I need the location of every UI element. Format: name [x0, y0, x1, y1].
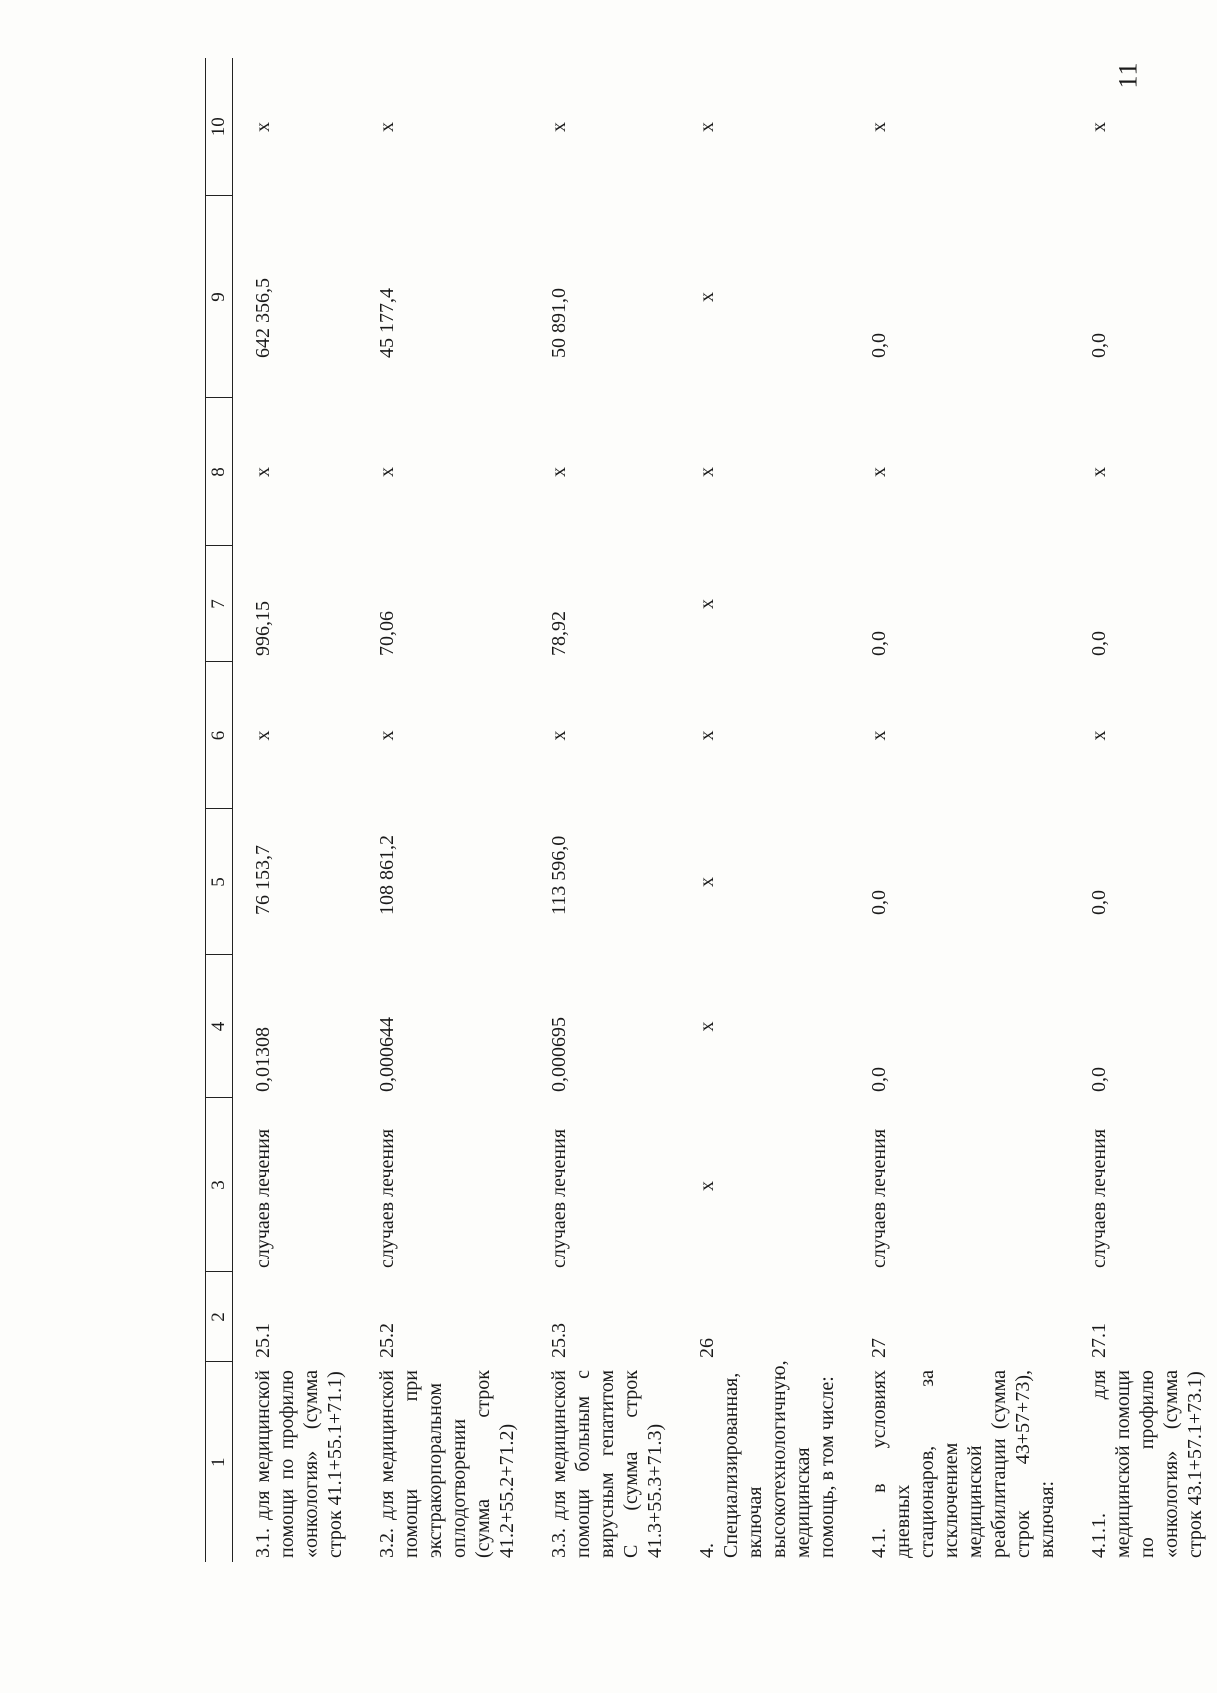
cell-col6: х	[548, 730, 570, 741]
cell-col7: 70,06	[376, 611, 398, 656]
cell-col4: 0,0	[868, 1067, 890, 1092]
row-name: 4. Специализированная, включая высокотехнологичную, медицинская помощь, в том числе:	[696, 1360, 838, 1558]
column-header: 4	[206, 955, 233, 1098]
cell-col7: 0,0	[868, 631, 890, 656]
rotated-table-container	[205, 58, 1206, 1562]
cell-col5: 0,0	[868, 890, 890, 915]
cell-col10: х	[376, 122, 398, 132]
cell-col5: 113 596,0	[548, 835, 570, 915]
cell-col4: 0,01308	[252, 1027, 274, 1092]
cell-col9: 0,0	[868, 333, 890, 358]
cell-col10: х	[868, 122, 890, 132]
cell-col4: х	[696, 1021, 718, 1032]
cell-col8: х	[1088, 467, 1110, 477]
row-name: 3.3. для медицинской помощи больным с вирусным гепатитом С (сумма строк 41.3+55.3+71.3)	[548, 1370, 666, 1558]
cell-col5: 108 861,2	[376, 835, 398, 915]
row-unit: случаев лечения	[868, 1128, 890, 1268]
table-row	[1069, 58, 1217, 1562]
cell-col5: х	[696, 877, 718, 887]
cell-col9: 642 356,5	[252, 278, 274, 358]
cell-col8: х	[548, 467, 570, 477]
cell-col9: 45 177,4	[376, 288, 398, 358]
column-header: 1	[208, 1457, 229, 1467]
cell-col7: 78,92	[548, 611, 570, 656]
row-line-number: 26	[696, 1338, 718, 1358]
column-header: 2	[206, 1272, 233, 1362]
cell-col4: 0,000695	[548, 1017, 570, 1092]
row-unit: случаев лечения	[1088, 1128, 1110, 1268]
row-name: 3.1. для медицинской помощи по профилю «онкология» (сумма строк 41.1+55.1+71.1)	[252, 1370, 346, 1558]
column-header: 5	[206, 809, 233, 955]
cell-col9: х	[696, 292, 718, 302]
column-header: 6	[206, 662, 233, 809]
cell-col6: х	[1088, 730, 1110, 741]
cell-col4: 0,0	[1088, 1067, 1110, 1092]
cell-col4: 0,000644	[376, 1017, 398, 1092]
row-name: 3.2. для медицинской помощи при экстракорпоральном оплодотворении (сумма строк 41.2+55.2+71.2)	[376, 1370, 518, 1558]
table-row	[233, 58, 358, 1562]
cell-col7: 996,15	[252, 601, 274, 656]
cell-col9: 0,0	[1088, 333, 1110, 358]
cell-col6: х	[696, 730, 718, 741]
cell-col6: х	[252, 730, 274, 741]
row-line-number: 27	[868, 1338, 890, 1358]
column-header: 9	[206, 196, 233, 398]
cell-col8: х	[376, 467, 398, 477]
cell-col9: 50 891,0	[548, 288, 570, 358]
cell-col6: х	[868, 730, 890, 741]
cell-col7: 0,0	[1088, 631, 1110, 656]
row-name: 4.1.1. для медицинской помощи по профилю «онкология» (сумма строк 43.1+57.1+73.1)	[1088, 1370, 1206, 1558]
cell-col6: х	[376, 730, 398, 741]
row-unit: х	[696, 1181, 718, 1191]
cell-col10: х	[548, 122, 570, 132]
table-row	[677, 58, 849, 1562]
cell-col8: х	[868, 467, 890, 477]
row-unit: случаев лечения	[376, 1128, 398, 1268]
cell-col10: х	[252, 122, 274, 132]
cell-col10: х	[1088, 122, 1110, 132]
cell-col8: х	[252, 467, 274, 477]
table-row	[529, 58, 677, 1562]
row-line-number: 25.1	[252, 1323, 274, 1358]
data-table	[205, 58, 1217, 1562]
row-unit: случаев лечения	[252, 1128, 274, 1268]
row-name: 4.1. в условиях дневных стационаров, за исключением медицинской реабилитации (сумма строк 43+57+73), включая:	[868, 1370, 1058, 1558]
column-header: 10	[206, 58, 233, 196]
cell-col8: х	[696, 467, 718, 477]
column-header: 8	[206, 398, 233, 546]
cell-col10: х	[696, 122, 718, 132]
header-row	[206, 58, 233, 1562]
row-unit: случаев лечения	[548, 1128, 570, 1268]
column-header: 3	[206, 1098, 233, 1272]
row-line-number: 27.1	[1088, 1323, 1110, 1358]
table-row	[849, 58, 1069, 1562]
row-line-number: 25.2	[376, 1323, 398, 1358]
column-header: 7	[206, 546, 233, 662]
row-line-number: 25.3	[548, 1323, 570, 1358]
table-row	[357, 58, 529, 1562]
page-number: 11	[1113, 61, 1143, 89]
cell-col5: 0,0	[1088, 890, 1110, 915]
cell-col5: 76 153,7	[252, 845, 274, 915]
cell-col7: х	[696, 599, 718, 609]
